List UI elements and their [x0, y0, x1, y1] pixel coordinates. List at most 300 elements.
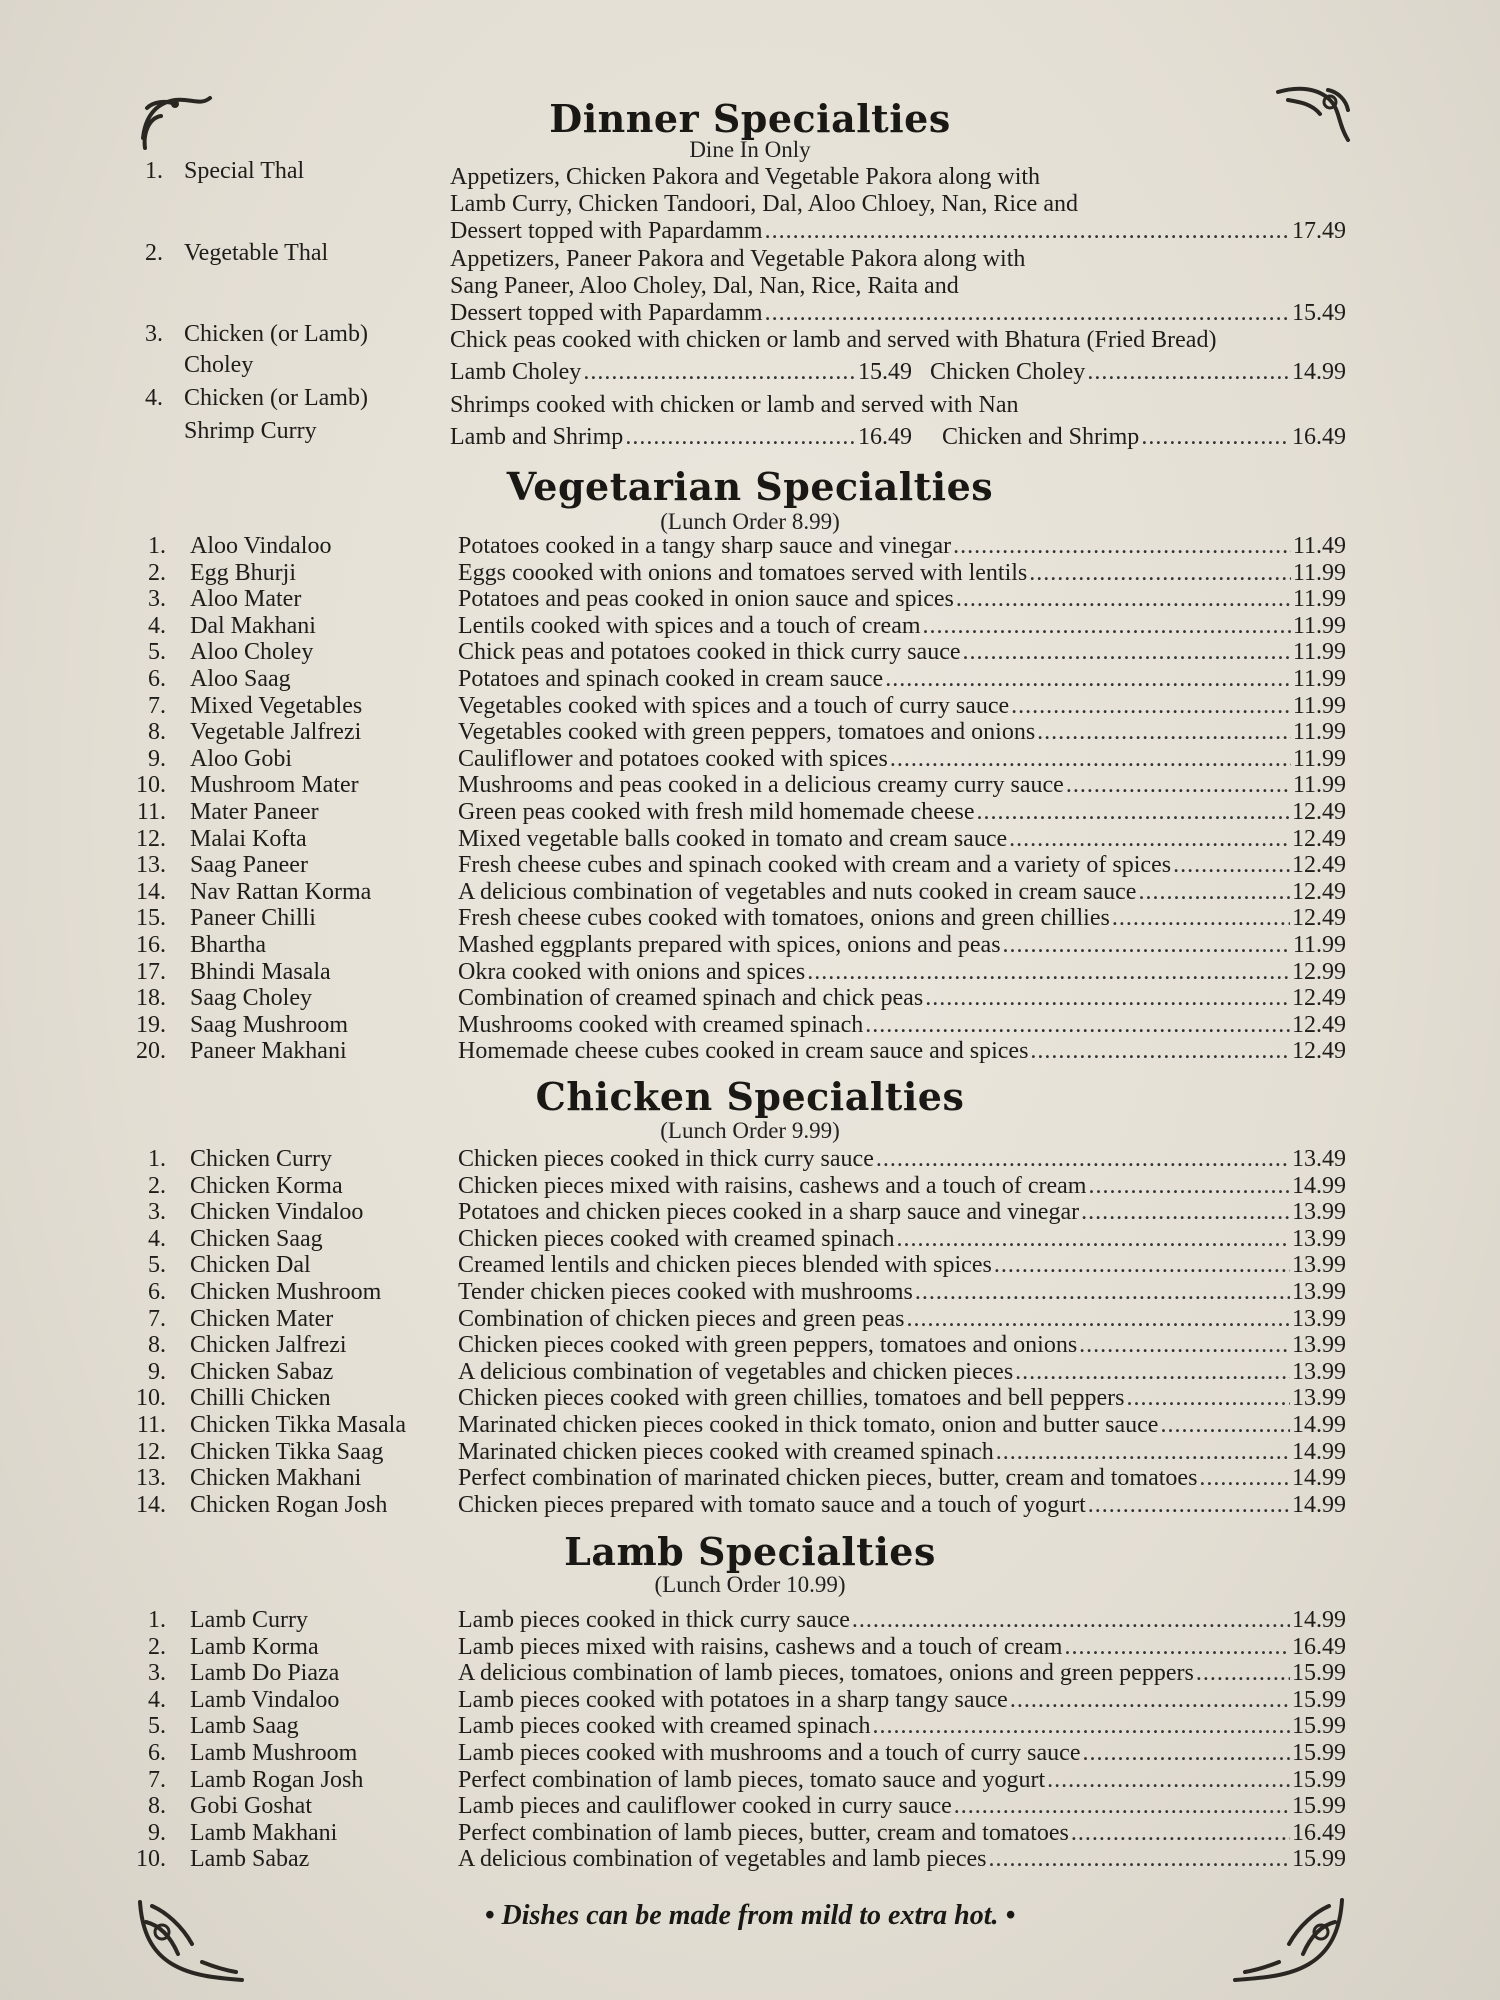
item-description-line: Appetizers, Chicken Pakora and Vegetable Pakora along with — [450, 164, 1041, 190]
item-number: 9. — [148, 745, 166, 772]
item-name: Chicken Tikka Saag — [190, 1438, 384, 1465]
menu-item — [0, 1687, 1500, 1714]
item-number: 7. — [148, 1766, 166, 1793]
item-description-line — [458, 1740, 1346, 1767]
dot-leader — [1138, 879, 1290, 906]
item-number: 10. — [136, 1846, 166, 1873]
item-name: Aloo Gobi — [190, 745, 292, 772]
dot-leader — [807, 959, 1290, 986]
item-price: 13.49 — [1292, 1146, 1346, 1172]
item-price: 16.49 — [1292, 1819, 1346, 1846]
dot-leader — [1081, 1199, 1290, 1226]
item-name: Mixed Vegetables — [190, 692, 363, 719]
item-name: Chicken Mushroom — [190, 1278, 382, 1305]
menu-item — [0, 1820, 1500, 1847]
item-name: Aloo Mater — [190, 586, 302, 613]
item-description: Potatoes and peas cooked in onion sauce and spices — [458, 586, 954, 613]
menu-item — [0, 1634, 1500, 1661]
dot-leader — [1011, 693, 1291, 720]
item-description: Mushrooms cooked with creamed spinach — [458, 1011, 864, 1038]
menu-item — [0, 1846, 1500, 1873]
option-name: Lamb and Shrimp — [450, 424, 624, 450]
chicken-menu-list — [0, 1146, 1500, 1518]
item-description: A delicious combination of lamb pieces, tomatoes, onions and green peppers — [458, 1660, 1194, 1687]
item-name: Chicken Mater — [190, 1305, 334, 1332]
item-description-line — [458, 1199, 1346, 1226]
item-price: 12.99 — [1292, 958, 1346, 985]
menu-item — [0, 693, 1500, 720]
item-number: 17. — [136, 958, 166, 985]
item-description-line — [458, 905, 1346, 932]
dot-leader — [1030, 1038, 1290, 1065]
dot-leader — [915, 1279, 1290, 1306]
item-description-line — [458, 1687, 1346, 1714]
dot-leader — [1141, 424, 1290, 451]
item-description: Chick peas cooked with chicken or lamb and served with Bhatura (Fried Bread) — [450, 327, 1217, 353]
item-name: Saag Paneer — [190, 852, 308, 879]
item-description: Marinated chicken pieces cooked with creamed spinach — [458, 1438, 994, 1465]
item-description-line — [458, 1385, 1346, 1412]
item-name: Lamb Vindaloo — [190, 1686, 340, 1713]
item-price: 13.99 — [1292, 1252, 1346, 1279]
menu-item — [0, 905, 1500, 932]
dot-leader — [625, 424, 856, 451]
item-description-line — [458, 1607, 1346, 1634]
item-name: Dal Makhani — [190, 612, 316, 639]
item-number: 14. — [136, 878, 166, 905]
item-description: Chicken pieces cooked with creamed spinach — [458, 1225, 895, 1252]
dot-leader — [1003, 932, 1291, 959]
item-name: Malai Kofta — [190, 825, 307, 852]
menu-item — [0, 1359, 1500, 1386]
item-name: Lamb Sabaz — [190, 1846, 310, 1873]
item-number: 6. — [148, 665, 166, 692]
item-description-line: Appetizers, Paneer Pakora and Vegetable Pakora along with — [450, 246, 1026, 272]
menu-item — [0, 1740, 1500, 1767]
item-description-line — [458, 1252, 1346, 1279]
item-name: Vegetable Jalfrezi — [190, 719, 362, 746]
option-name: Chicken Choley — [930, 359, 1086, 385]
menu-item — [0, 533, 1500, 560]
item-number: 6. — [148, 1278, 166, 1305]
item-number: 3. — [148, 586, 166, 613]
item-description-line — [458, 1279, 1346, 1306]
dot-leader — [876, 1146, 1290, 1173]
vegetarian-menu-list — [0, 533, 1500, 1065]
item-price: 12.49 — [1292, 798, 1346, 825]
menu-item — [0, 1385, 1500, 1412]
item-name: Chilli Chicken — [190, 1385, 331, 1412]
menu-item — [0, 1660, 1500, 1687]
item-number: 8. — [148, 1332, 166, 1359]
item-description: Lamb pieces and cauliflower cooked in curry sauce — [458, 1793, 952, 1820]
menu-item — [0, 1173, 1500, 1200]
item-price: 13.99 — [1292, 1199, 1346, 1226]
item-price: 11.99 — [1292, 586, 1346, 613]
item-description: Vegetables cooked with spices and a touch of curry sauce — [458, 692, 1010, 719]
item-description: Lamb pieces cooked with potatoes in a sharp tangy sauce — [458, 1686, 1008, 1713]
item-name: Lamb Saag — [190, 1713, 299, 1740]
item-number: 11. — [136, 1411, 166, 1438]
item-option — [450, 424, 912, 451]
menu-item — [0, 1492, 1500, 1519]
item-description-line — [458, 932, 1346, 959]
item-number: 1. — [148, 1146, 166, 1172]
menu-item — [0, 639, 1500, 666]
item-description-line — [458, 1359, 1346, 1386]
item-name: Chicken (or Lamb) — [184, 385, 368, 411]
item-description-line — [458, 959, 1346, 986]
item-name: Egg Bhurji — [190, 559, 296, 586]
menu-item — [0, 586, 1500, 613]
menu-item — [0, 1332, 1500, 1359]
item-name: Paneer Chilli — [190, 905, 316, 932]
dot-leader — [956, 586, 1291, 613]
item-number: 2. — [148, 1633, 166, 1660]
item-price: 14.99 — [1292, 1438, 1346, 1465]
item-description: Cauliflower and potatoes cooked with spices — [458, 745, 888, 772]
item-price: 11.99 — [1292, 639, 1346, 666]
item-name: Lamb Makhani — [190, 1819, 338, 1846]
item-name: Mushroom Mater — [190, 772, 359, 799]
dot-leader — [1088, 1173, 1290, 1200]
item-price: 13.99 — [1292, 1278, 1346, 1305]
dot-leader — [1088, 1492, 1290, 1519]
option-price: 16.49 — [858, 424, 912, 450]
menu-item — [0, 1465, 1500, 1492]
item-price: 15.99 — [1292, 1713, 1346, 1740]
item-description: Eggs coooked with onions and tomatoes served with lentils — [458, 559, 1028, 586]
menu-item — [0, 932, 1500, 959]
dot-leader — [1199, 1465, 1290, 1492]
item-price: 14.99 — [1292, 1411, 1346, 1438]
item-description: Perfect combination of marinated chicken pieces, butter, cream and tomatoes — [458, 1465, 1198, 1492]
item-price: 11.99 — [1292, 931, 1346, 958]
item-number: 10. — [136, 772, 166, 799]
item-description: Mixed vegetable balls cooked in tomato and cream sauce — [458, 825, 1008, 852]
item-description: Potatoes cooked in a tangy sharp sauce and vinegar — [458, 533, 952, 559]
menu-item — [0, 1439, 1500, 1466]
item-number: 18. — [136, 985, 166, 1012]
dot-leader — [1173, 852, 1290, 879]
item-description-line — [458, 985, 1346, 1012]
item-number: 9. — [148, 1819, 166, 1846]
item-description: Lamb pieces cooked with mushrooms and a touch of curry sauce — [458, 1739, 1081, 1766]
item-description-line — [458, 879, 1346, 906]
item-description-line — [450, 218, 1346, 245]
menu-item — [0, 1412, 1500, 1439]
item-price: 14.99 — [1292, 1491, 1346, 1518]
item-number: 3. — [148, 1199, 166, 1226]
item-description: Mashed eggplants prepared with spices, onions and peas — [458, 931, 1001, 958]
item-description: Okra cooked with onions and spices — [458, 958, 806, 985]
item-name: Aloo Saag — [190, 665, 291, 692]
menu-item — [0, 1012, 1500, 1039]
item-description-line — [458, 1713, 1346, 1740]
item-number: 1. — [148, 1607, 166, 1633]
item-description-line — [458, 1820, 1346, 1847]
item-name: Chicken Korma — [190, 1172, 343, 1199]
item-price: 11.49 — [1292, 533, 1346, 559]
dot-leader — [1071, 1820, 1290, 1847]
item-description: Combination of creamed spinach and chick peas — [458, 985, 924, 1012]
vegetarian-section-subtitle: (Lunch Order 8.99) — [660, 509, 840, 534]
item-price: 15.99 — [1292, 1686, 1346, 1713]
vegetarian-section-title: Vegetarian Specialties — [506, 464, 994, 509]
item-price: 11.99 — [1292, 745, 1346, 772]
item-name: Aloo Vindaloo — [190, 533, 332, 559]
item-name: Mater Paneer — [190, 798, 319, 825]
item-description-line — [458, 852, 1346, 879]
menu-item — [0, 1199, 1500, 1226]
option-name: Chicken and Shrimp — [942, 424, 1140, 450]
dinner-section-subtitle: Dine In Only — [689, 137, 811, 162]
item-price: 11.99 — [1292, 612, 1346, 639]
item-description: Homemade cheese cubes cooked in cream sauce and spices — [458, 1038, 1029, 1065]
item-description-line — [458, 1660, 1346, 1687]
item-name: Lamb Korma — [190, 1633, 319, 1660]
item-number: 16. — [136, 931, 166, 958]
dot-leader — [1066, 772, 1291, 799]
item-description: Creamed lentils and chicken pieces blended with spices — [458, 1252, 992, 1279]
item-description: Chicken pieces prepared with tomato sauce and a touch of yogurt — [458, 1491, 1086, 1518]
item-description-line — [458, 693, 1346, 720]
menu-item — [0, 560, 1500, 587]
menu-item — [0, 852, 1500, 879]
dot-leader — [994, 1252, 1290, 1279]
item-number: 2. — [145, 240, 163, 266]
item-price: 16.49 — [1292, 1633, 1346, 1660]
item-description: Chicken pieces mixed with raisins, cashews and a touch of cream — [458, 1172, 1087, 1199]
item-description: Vegetables cooked with green peppers, tomatoes and onions — [458, 719, 1036, 746]
item-description-line — [458, 1492, 1346, 1519]
item-price: 12.49 — [1292, 878, 1346, 905]
dot-leader — [1079, 1332, 1290, 1359]
menu-item — [0, 879, 1500, 906]
item-number: 10. — [136, 1385, 166, 1412]
item-price: 11.99 — [1292, 772, 1346, 799]
item-name: Saag Choley — [190, 985, 312, 1012]
dot-leader — [1126, 1385, 1290, 1412]
item-description-line — [458, 1634, 1346, 1661]
item-option — [450, 359, 912, 386]
item-name: Saag Mushroom — [190, 1011, 348, 1038]
item-name: Lamb Rogan Josh — [190, 1766, 364, 1793]
menu-item — [0, 1226, 1500, 1253]
item-description: Fresh cheese cubes cooked with tomatoes, onions and green chillies — [458, 905, 1110, 932]
menu-item — [0, 799, 1500, 826]
item-description: Lentils cooked with spices and a touch of cream — [458, 612, 921, 639]
item-description-line — [458, 826, 1346, 853]
dot-leader — [897, 1226, 1291, 1253]
item-name: Gobi Goshat — [190, 1793, 312, 1820]
item-name: Nav Rattan Korma — [190, 878, 372, 905]
item-description-line — [458, 1012, 1346, 1039]
item-price: 13.99 — [1292, 1358, 1346, 1385]
item-description: A delicious combination of vegetables and nuts cooked in cream sauce — [458, 878, 1137, 905]
item-description-line — [458, 560, 1346, 587]
item-name: Chicken Vindaloo — [190, 1199, 364, 1226]
spice-level-note: • Dishes can be made from mild to extra hot. • — [484, 1900, 1016, 1931]
dot-leader — [953, 533, 1291, 560]
menu-item — [0, 1279, 1500, 1306]
item-description-line — [458, 1146, 1346, 1173]
option-price: 15.49 — [858, 359, 912, 385]
dot-leader — [583, 359, 856, 386]
menu-item — [0, 613, 1500, 640]
dot-leader — [765, 218, 1290, 245]
item-description-line — [458, 586, 1346, 613]
item-number: 6. — [148, 1739, 166, 1766]
item-description: Mushrooms and peas cooked in a delicious creamy curry sauce — [458, 772, 1064, 799]
item-name: Chicken Saag — [190, 1225, 323, 1252]
menu-item — [0, 1252, 1500, 1279]
item-number: 12. — [136, 1438, 166, 1465]
item-description-line — [458, 1439, 1346, 1466]
dot-leader — [1064, 1634, 1290, 1661]
item-price: 11.99 — [1292, 719, 1346, 746]
option-name: Lamb Choley — [450, 359, 582, 385]
item-description-line — [458, 1793, 1346, 1820]
item-name: Chicken Makhani — [190, 1465, 362, 1492]
item-description: Potatoes and spinach cooked in cream sauce — [458, 665, 884, 692]
item-price: 13.99 — [1292, 1305, 1346, 1332]
item-price: 14.99 — [1292, 1172, 1346, 1199]
item-name: Chicken Tikka Masala — [190, 1411, 406, 1438]
item-description: Lamb pieces mixed with raisins, cashews and a touch of cream — [458, 1633, 1063, 1660]
item-description: Dessert topped with Papardamm — [450, 218, 763, 244]
item-price: 14.99 — [1292, 1607, 1346, 1633]
item-name: Vegetable Thal — [184, 240, 329, 266]
item-price: 12.49 — [1292, 1038, 1346, 1065]
item-description: A delicious combination of vegetables and lamb pieces — [458, 1846, 987, 1873]
item-option — [942, 424, 1346, 451]
item-description-line — [458, 719, 1346, 746]
item-price: 15.49 — [1292, 300, 1346, 326]
item-name: Chicken Dal — [190, 1252, 311, 1279]
lamb-section-subtitle: (Lunch Order 10.99) — [654, 1572, 846, 1597]
item-description-line — [450, 300, 1346, 327]
item-number: 7. — [148, 1305, 166, 1332]
item-number: 5. — [148, 1252, 166, 1279]
menu-item — [0, 1793, 1500, 1820]
item-price: 15.99 — [1292, 1766, 1346, 1793]
item-description-line: Lamb Curry, Chicken Tandoori, Dal, Aloo Chloey, Nan, Rice and — [450, 191, 1078, 217]
menu-item — [0, 746, 1500, 773]
item-number: 1. — [145, 158, 163, 184]
item-description-line — [458, 1306, 1346, 1333]
item-description: Combination of chicken pieces and green peas — [458, 1305, 905, 1332]
item-description: Chicken pieces cooked with green chillies, tomatoes and bell peppers — [458, 1385, 1125, 1412]
dinner-section-title: Dinner Specialties — [549, 96, 951, 141]
item-description-line — [458, 1465, 1346, 1492]
item-description: Lamb pieces cooked with creamed spinach — [458, 1713, 871, 1740]
item-number: 20. — [136, 1038, 166, 1065]
item-number: 4. — [145, 385, 163, 411]
item-price: 12.49 — [1292, 1011, 1346, 1038]
dot-leader — [989, 1846, 1290, 1873]
item-number: 9. — [148, 1358, 166, 1385]
item-number: 19. — [136, 1011, 166, 1038]
item-price: 12.49 — [1292, 852, 1346, 879]
item-description: Lamb pieces cooked in thick curry sauce — [458, 1607, 850, 1633]
item-price: 13.99 — [1292, 1332, 1346, 1359]
chicken-section-subtitle: (Lunch Order 9.99) — [660, 1118, 840, 1143]
item-price: 12.49 — [1292, 825, 1346, 852]
item-number: 7. — [148, 692, 166, 719]
dot-leader — [865, 1012, 1290, 1039]
item-description-line — [458, 1038, 1346, 1065]
option-price: 16.49 — [1292, 424, 1346, 450]
item-number: 5. — [148, 1713, 166, 1740]
item-name: Chicken Jalfrezi — [190, 1332, 347, 1359]
lamb-section-title: Lamb Specialties — [564, 1529, 936, 1574]
dot-leader — [1037, 719, 1291, 746]
item-description-line — [458, 613, 1346, 640]
menu-item — [0, 1767, 1500, 1794]
item-number: 2. — [148, 1172, 166, 1199]
item-price: 11.99 — [1292, 692, 1346, 719]
item-price: 12.49 — [1292, 985, 1346, 1012]
item-name-line-2: Shrimp Curry — [184, 418, 317, 444]
dot-leader — [1196, 1660, 1290, 1687]
item-description: Fresh cheese cubes and spinach cooked with cream and a variety of spices — [458, 852, 1172, 879]
dot-leader — [1160, 1412, 1290, 1439]
item-price: 15.99 — [1292, 1846, 1346, 1873]
item-name: Lamb Mushroom — [190, 1739, 358, 1766]
item-description: A delicious combination of vegetables and chicken pieces — [458, 1358, 1014, 1385]
item-price: 11.99 — [1292, 665, 1346, 692]
item-name: Lamb Curry — [190, 1607, 308, 1633]
dot-leader — [1112, 905, 1290, 932]
item-price: 11.99 — [1292, 559, 1346, 586]
dot-leader — [1029, 560, 1291, 587]
item-description-line — [458, 1412, 1346, 1439]
menu-item — [0, 985, 1500, 1012]
item-description: Dessert topped with Papardamm — [450, 300, 763, 326]
item-number: 4. — [148, 1225, 166, 1252]
item-description: Perfect combination of lamb pieces, butter, cream and tomatoes — [458, 1819, 1069, 1846]
dot-leader — [885, 666, 1291, 693]
item-number: 15. — [136, 905, 166, 932]
item-description-line — [458, 1332, 1346, 1359]
item-description-line — [458, 772, 1346, 799]
dot-leader — [996, 1439, 1290, 1466]
dot-leader — [1087, 359, 1290, 386]
menu-item — [0, 719, 1500, 746]
menu-item — [0, 772, 1500, 799]
item-number: 8. — [148, 1793, 166, 1820]
item-number: 4. — [148, 1686, 166, 1713]
item-description-line — [458, 1226, 1346, 1253]
item-description: Perfect combination of lamb pieces, tomato sauce and yogurt — [458, 1766, 1046, 1793]
dot-leader — [1015, 1359, 1290, 1386]
item-price: 15.99 — [1292, 1793, 1346, 1820]
item-description-line — [458, 1846, 1346, 1873]
item-price: 14.99 — [1292, 1465, 1346, 1492]
dot-leader — [923, 613, 1291, 640]
chicken-section-title: Chicken Specialties — [535, 1074, 965, 1119]
dot-leader — [1010, 1687, 1290, 1714]
item-description: Tender chicken pieces cooked with mushrooms — [458, 1278, 913, 1305]
item-name: Aloo Choley — [190, 639, 314, 666]
menu-item — [0, 1607, 1500, 1634]
item-number: 1. — [148, 533, 166, 559]
option-price: 14.99 — [1292, 359, 1346, 385]
item-number: 3. — [145, 321, 163, 347]
item-price: 13.99 — [1292, 1385, 1346, 1412]
item-name: Chicken Curry — [190, 1146, 332, 1172]
